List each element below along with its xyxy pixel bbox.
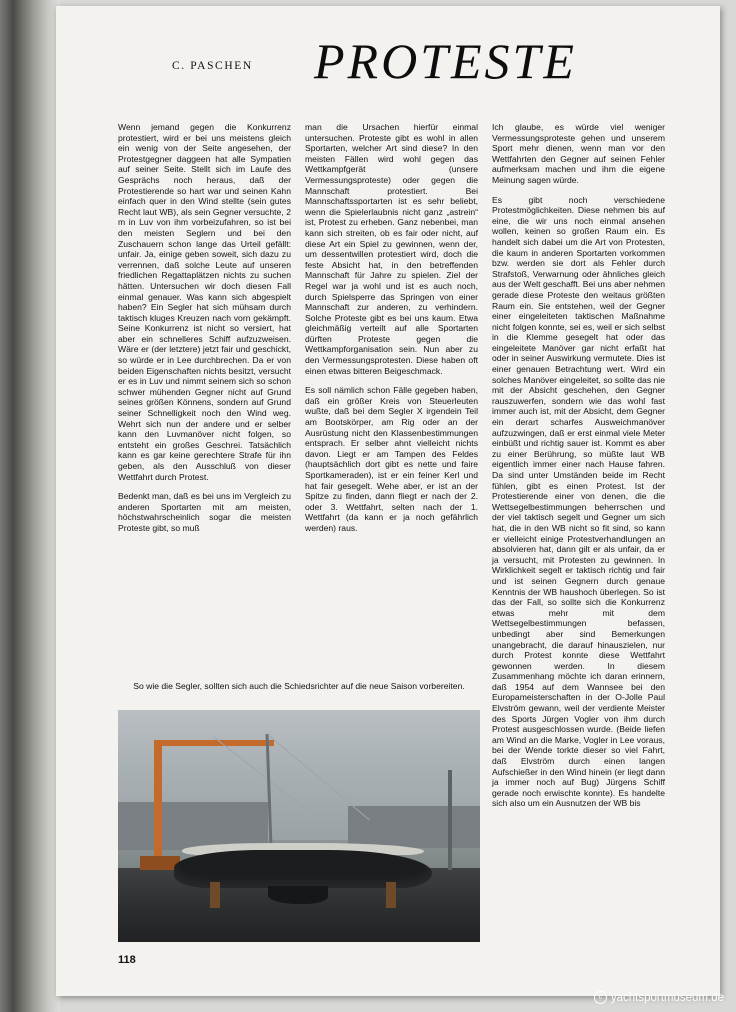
book-gutter — [0, 0, 60, 1012]
paragraph: Es soll nämlich schon Fälle gegeben haben, daß ein größer Kreis von Steuerleuten wußte, daß bei dem Segler X irgendein Teil am Bootskörper, am Rig oder an der Ausrüstung nicht den Klassenbestimmungen entsprach. Er selber ahnt vielleicht nichts davon. Liegt er am Tampen des Feldes (hauptsächlich dort gibt es nette und faire Sportkameraden), ist er ein feiner Kerl und hat fair gesegelt. Wehe aber, er ist an der Spitze zu finden, dann fliegt er nach der 2. oder 3. Wettfahrt, selten nach der 1. Wettfahrt (da kann er ja noch gefährlich werden) raus. — [305, 385, 478, 533]
paragraph: Es gibt noch verschiedene Protestmöglichkeiten. Diese nehmen bis auf eine, die wir uns noch einmal ansehen wollen, keinen so großen Raum ein. Es handelt sich dabei um die Art von Protesten, die kaum in anderen Sportarten vorkommen bzw. werden sie dort als Fehler durch Strafstoß, Verwarnung oder ähnliches gleich aus der Welt geschafft. Bei uns aber nehmen gerade diese Proteste den weitaus größten Raum ein. Sie entstehen, weil der Gegner einer eingeleiteten taktischen Maßnahme nicht folgen konnte, sei es, weil er sich selbst in die Klemme gesegelt hat oder das eingeleitete Manöver gar nicht erfaßt hat oder in seiner Auswirkung vermutete. Dies ist einer genauen Betrachtung wert. Wird ein solches Manöver eingeleitet, so sollte das nie mit der Absicht geschehen, den Gegner rauszuwerfen, sondern wie das wohl fast immer auch ist, mit der Absicht, dem Gegner ein derart scharfes Ausweichmanöver aufzuzwingen, daß er erst einmal viele Meter einbüßt und richtig sauer ist. Kommt es aber zu einer Berührung, so müßte laut WB eigentlich immer einer nach Hause fahren. Da sind unter Umständen beide im Recht fühlen, gibt es einen Protest. Ist der Protestierende einer von denen, die die Wettsegelbestimmungen beherrschen und der viel taktisch segelt und Gegner um sich hat, die in den WB nicht so fit sind, so kann er vielleicht einige Protestverhandlungen an absolvieren hat, dann gilt er als unfair, da er ja versucht, mit Protesten zu gewinnen. In Wirklichkeit segelt er taktisch richtig und fair und ist seinen Gegnern durch genaue Kenntnis der WB haushoch überlegen. So ist das der Fall, so sollte sich die Konkurrenz etwas mehr mit dem Wettsegelbestimmungen befassen, unbedingt aber sind Bemerkungen unangebracht, die darauf hinauszielen, nur durch Protest konnte diese Wettfahrt gewonnen werden. In diesem Zusammenhang möchte ich daran erinnern, daß 1954 auf dem Wannsee bei den Europameisterschaften in der O-Jolle Paul Elvström gewann, weil der verdiente Meister des Sports Jürgen Vogler von ihm durch Protest ausgeschlossen wurde. (Beide liefen am Wind an die Marke, Vogler in Lee voraus, bei der Wende torkte dieser so viel Fahrt, daß Elvström durch einen langen Aufschießer in den Wind hinein (er liegt dann ja immer noch auf Bug) Jürgens Schiff gerade noch erwischte konnte). Es handelte sich also um ein Ausnutzen der WB bis — [492, 194, 665, 809]
boatyard-photo — [118, 710, 480, 942]
photo-boat-cradle-left — [210, 882, 220, 908]
printed-page — [56, 6, 720, 996]
text-column-3 — [492, 122, 665, 818]
photo-boat-keel — [268, 886, 328, 904]
watermark — [594, 991, 724, 1004]
page-content — [118, 26, 666, 976]
paragraph: Ich glaube, es würde viel weniger Vermessungsproteste gehen und unserem Sport mehr dienen, wenn man vor den Wettfahrten den Gegner auf seinen Fehler aufmerksam machen und ihm die eigene Meinung sagen würde. — [492, 122, 665, 185]
photo-crane-jib — [154, 740, 274, 746]
page-number: 118 — [118, 954, 136, 966]
photo-caption: So wie die Segler, sollten sich auch die Schiedsrichter auf die neue Saison vorbereiten. — [133, 681, 465, 691]
article-byline: C. PASCHEN — [172, 60, 253, 72]
photo-pole — [448, 770, 452, 870]
paragraph: Bedenkt man, daß es bei uns im Vergleich zu anderen Sportarten mit am meisten, höchstwahrscheinlich sogar die meisten Proteste gibt, so muß — [118, 491, 291, 533]
paragraph: man die Ursachen hierfür einmal untersuchen. Proteste gibt es wohl in allen Sportarten, welcher Art sind diese? In den meisten Fällen wird wohl gegen das Wettkampfgerät (unsere Vermessungsproteste) oder gegen die Mannschaft protestiert. Bei Mannschaftssportarten ist es sehr beliebt, wenn die Spielerlaubnis nicht ganz „astrein“ ist, Protest zu erheben. Ganz nebenbei, man kann sich streiten, ob es fair oder nicht, auf diese Art ein Spiel zu gewinnen, wenn der, um dessentwillen protestiert wird, doch die feste Absicht hat, in den betreffenden Mannschaft für Jahre zu spielen. Ziel der Regel war ja wohl und ist es auch noch, durch Spielsperre das Springen von einer Mannschaft zur anderen, zu verhindern. Solche Proteste gibt es bei uns kaum. Etwa gleichmäßig verteilt auf alle Sportarten dürften Proteste gegen die Wettkampforganisation sein. Nun aber zu den Vermessungsprotesten. Diese haben oft einen etwas bitteren Beigeschmack. — [305, 122, 478, 376]
watermark-text: yachtsportmuseum.de — [610, 991, 724, 1004]
paragraph: Wenn jemand gegen die Konkurrenz protestiert, wird er bei uns meistens gleich ein wenig von der Seite angesehen, der Protestgegner daggeen hat alle Sympatien auf seiner Seite. Stellt sich im Laufe des Gesprächs noch heraus, daß der Protеstierende so hart war und seinen Kahn einfach quer in den Wind stellte (sein gutes Recht laut WB), als sein Gegner versuchte, 2 m in Luv von ihm vorbeizufahren, so ist bei den meisten Seglern und bei den Zuschauern schon lange das Urteil gefällt: unfair. Ja, einige geben soweit, sich dazu zu verrennen, daß solche Leute auf unseren friedlichen Regattaplätzen nichts zu suchen hätten. Untersuchen wir doch diesen Fall einmal genauer. Was kann sich abgespielt haben? Ein Segler hat sich mühsam durch taktisch kluges Kreuzen nach vorn gekämpft. Seine Konkurrenz ist nicht so versiert, hat aber ein schnelleres Schiff aufzuzweisen. Wäre er (der letztere) jetzt fair und geschickt, so würde er in Lee durchbrechen. Da er von beiden Eigenschaften nichts besitzt, versucht er es in Luv und nimmt seinem sich so schon schwer mühenden Gegner nicht auf Grund seines größen Könnens, sondern auf Grund seiner Schnelligkeit noch den Wind weg. Wehrt sich nun der andere und er selber kann den Luvmanöver nicht folgen, so entsteht ein großes Geschrei. Tatsächlich kann es gar keine gerechtere Strafe für ihn geben, als den Ausschluß von dieser Wettfahrt durch Protest. — [118, 122, 291, 482]
article-headline: PROTESTE — [314, 33, 577, 89]
photo-boat-cradle-right — [386, 882, 396, 908]
photo-crane-mast — [154, 740, 162, 860]
article-header — [118, 26, 666, 98]
copyright-icon: c — [594, 991, 607, 1004]
photo-building-right — [348, 806, 480, 848]
